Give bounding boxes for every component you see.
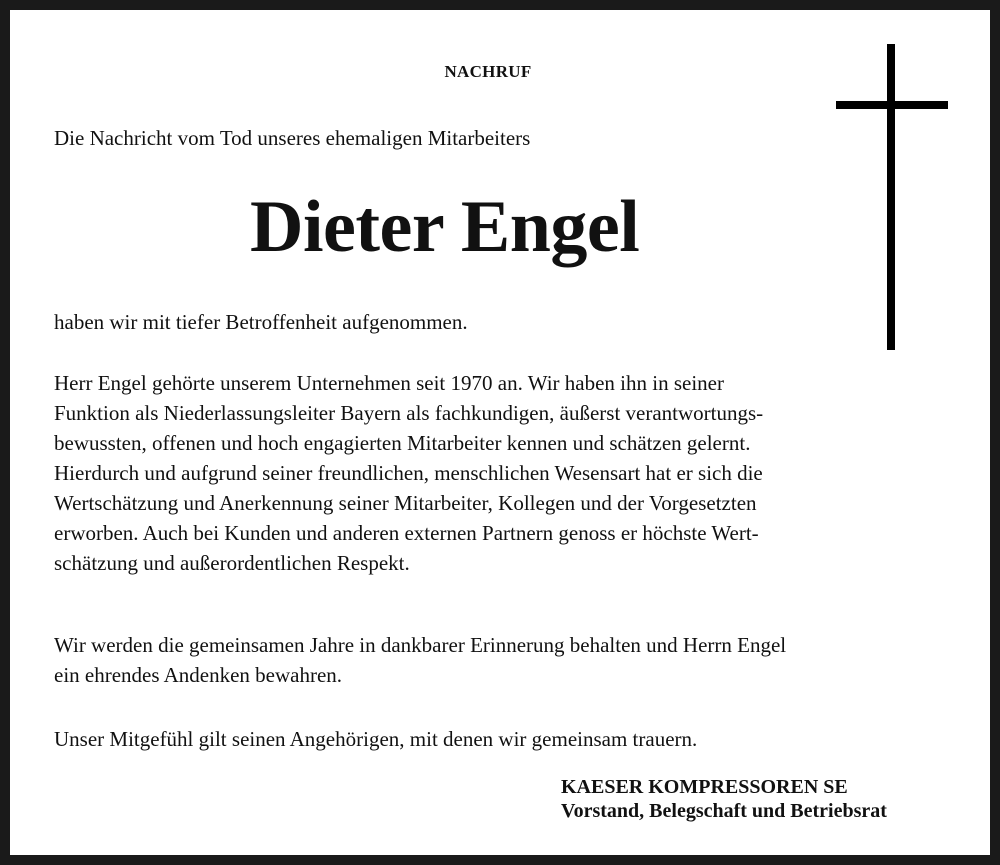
condolence-line: Unser Mitgefühl gilt seinen Angehörigen, mit denen wir gemeinsam trauern. [54, 727, 698, 751]
signature-block [561, 775, 887, 823]
tribute-line: erworben. Auch bei Kunden und anderen externen Partnern genoss er höchste Wert- [54, 521, 759, 545]
cross-vertical-bar [887, 44, 895, 350]
cross-horizontal-bar [836, 101, 948, 109]
condolence-paragraph [54, 724, 934, 754]
affected-text: haben wir mit tiefer Betroffenheit aufgenommen. [54, 310, 468, 334]
remembrance-line: ein ehrendes Andenken bewahren. [54, 663, 343, 687]
remembrance-line: Wir werden die gemeinsamen Jahre in dankbarer Erinnerung behalten und Herrn Engel [54, 633, 787, 657]
tribute-line: Hierdurch und aufgrund seiner freundlichen, menschlichen Wesensart hat er sich die [54, 461, 763, 485]
tribute-line: Herr Engel gehörte unserem Unternehmen seit 1970 an. Wir haben ihn in seiner [54, 371, 724, 395]
tribute-line: bewussten, offenen und hoch engagierten Mitarbeiter kennen und schätzen gelernt. [54, 431, 751, 455]
signature-company: KAESER KOMPRESSOREN SE [561, 776, 848, 798]
tribute-line: Funktion als Niederlassungsleiter Bayern als fachkundigen, äußerst verantwortungs- [54, 401, 764, 425]
latin-cross-icon [836, 44, 948, 350]
deceased-name: Dieter Engel [250, 186, 640, 268]
tribute-paragraph [54, 368, 934, 578]
tribute-line: Wertschätzung und Anerkennung seiner Mitarbeiter, Kollegen und der Vorgesetzten [54, 491, 757, 515]
remembrance-paragraph [54, 630, 934, 690]
signature-group: Vorstand, Belegschaft und Betriebsrat [561, 800, 887, 822]
intro-text: Die Nachricht vom Tod unseres ehemaligen Mitarbeiters [54, 126, 531, 150]
notice-heading: NACHRUF [444, 62, 532, 81]
tribute-line: schätzung und außerordentlichen Respekt. [54, 551, 410, 575]
